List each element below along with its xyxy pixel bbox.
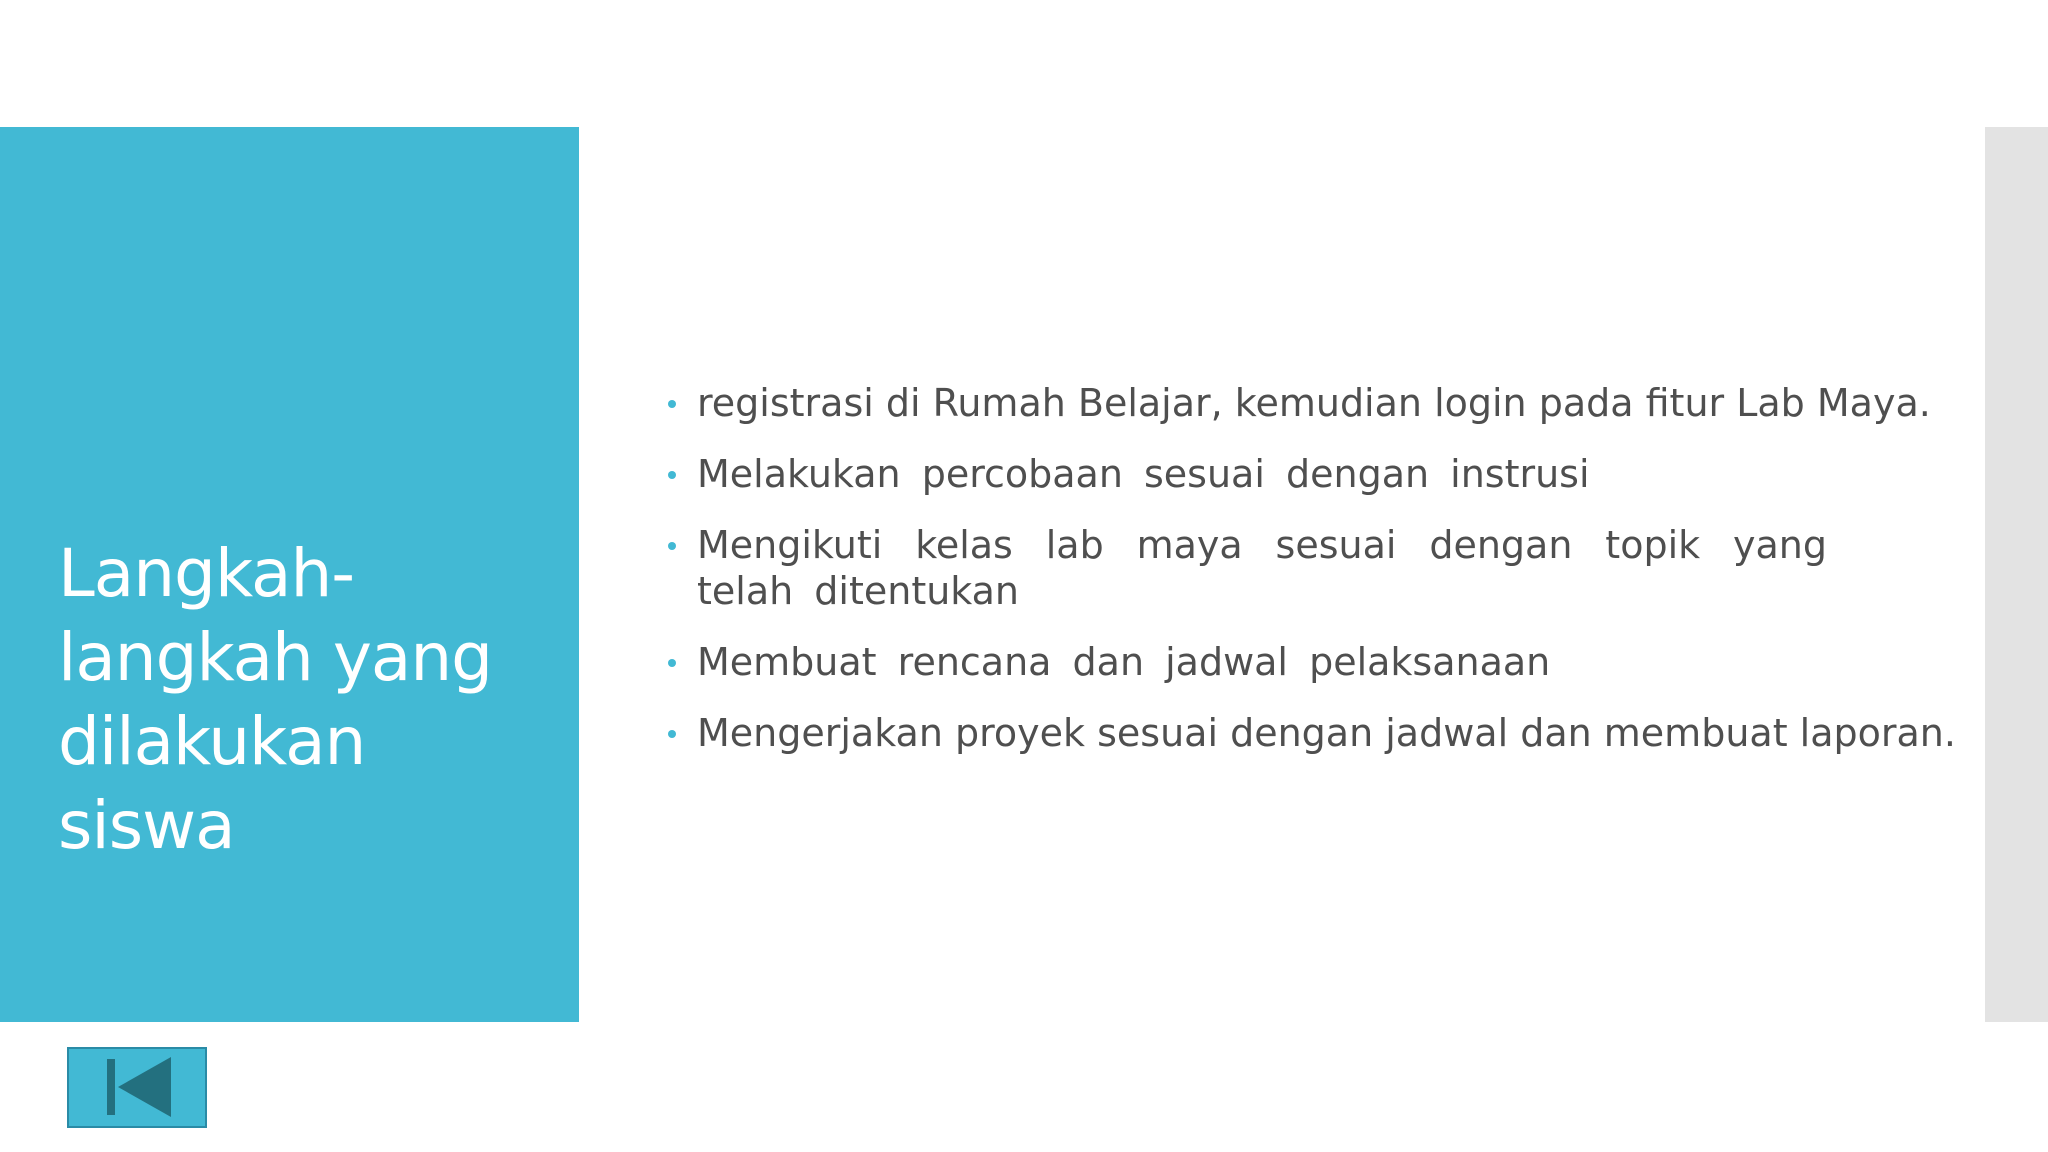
slide-title-line: Langkah- xyxy=(58,535,355,612)
bullet-item xyxy=(665,522,1827,614)
slide-title xyxy=(58,532,558,868)
bullet-dot-icon xyxy=(668,471,676,479)
first-slide-button[interactable] xyxy=(67,1047,207,1128)
bullet-item xyxy=(665,710,1956,756)
bullet-item xyxy=(665,639,1880,685)
bullet-list xyxy=(665,380,1956,781)
bullet-item xyxy=(665,380,1931,426)
first-slide-icon xyxy=(69,1049,205,1126)
bullet-text: registrasi di Rumah Belajar, kemudian login pada fitur Lab Maya. xyxy=(697,381,1931,425)
bullet-dot-icon xyxy=(668,659,676,667)
bullet-text: Mengikuti kelas lab maya sesuai dengan topik yang telah ditentukan xyxy=(697,523,1827,613)
bullet-dot-icon xyxy=(668,400,676,408)
bullet-text: Melakukan percobaan sesuai dengan instrusi xyxy=(697,452,1590,496)
bullet-dot-icon xyxy=(668,730,676,738)
bullet-item xyxy=(665,451,1880,497)
bullet-text: Mengerjakan proyek sesuai dengan jadwal dan membuat laporan. xyxy=(697,711,1956,755)
slide-title-line: siswa xyxy=(58,787,235,864)
slide-title-line: langkah yang xyxy=(58,619,493,696)
right-side-bar xyxy=(1985,127,2048,1022)
bullet-dot-icon xyxy=(668,542,676,550)
slide-title-line: dilakukan xyxy=(58,703,366,780)
title-panel xyxy=(0,127,579,1022)
bullet-text: Membuat rencana dan jadwal pelaksanaan xyxy=(697,640,1551,684)
